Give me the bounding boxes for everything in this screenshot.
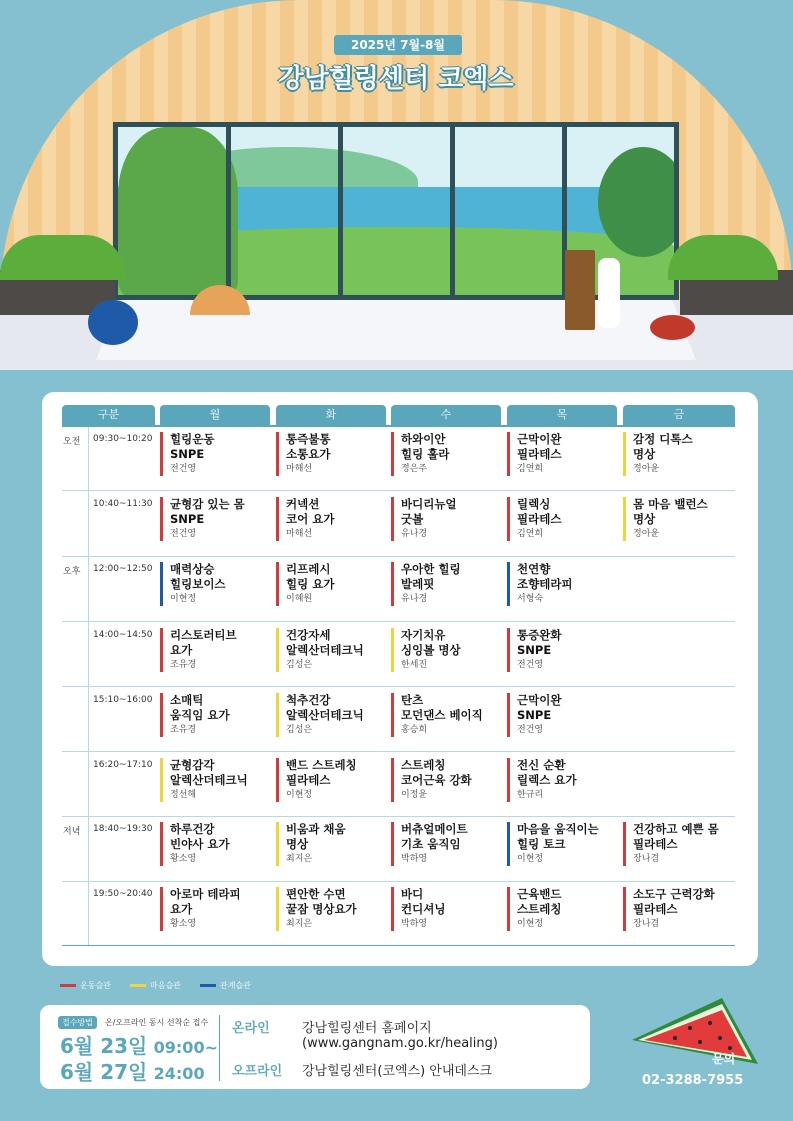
class-cell xyxy=(391,758,501,802)
class-title: 바디리뉴얼 xyxy=(401,497,457,511)
class-title: 통즉불통 xyxy=(286,432,331,446)
class-subtitle: 명상 xyxy=(633,512,656,526)
class-title: 릴렉싱 xyxy=(517,497,551,511)
class-subtitle: 릴렉스 요가 xyxy=(517,773,577,787)
class-cell xyxy=(623,497,733,541)
online-value: 강남힐링센터 홈페이지 xyxy=(302,1021,432,1036)
col-header-fri: 금 xyxy=(623,405,735,425)
class-subtitle: SNPE xyxy=(517,708,552,722)
class-title: 탄츠 xyxy=(401,693,424,707)
signup-badge: 접수방법 xyxy=(58,1016,97,1029)
class-subtitle: 꿀잠 명상요가 xyxy=(286,902,357,916)
plant-left xyxy=(0,235,125,280)
legend-relation xyxy=(200,980,251,991)
instructor-name: 박하영 xyxy=(401,919,428,929)
watermelon-icon xyxy=(630,998,760,1066)
instructor-name: 이현정 xyxy=(170,594,197,604)
class-subtitle: 힐링 훌라 xyxy=(401,447,450,461)
window-mullion xyxy=(338,127,343,295)
class-title: 근육밴드 xyxy=(517,887,562,901)
class-cell xyxy=(623,432,733,476)
class-cell xyxy=(391,628,501,672)
instructor-name: 정선해 xyxy=(170,790,197,800)
class-cell xyxy=(507,822,617,866)
class-title: 하와이안 xyxy=(401,432,446,446)
class-subtitle: 필라테스 xyxy=(517,512,562,526)
instructor-name: 전건영 xyxy=(517,725,544,735)
class-cell xyxy=(276,693,386,737)
class-cell xyxy=(160,822,270,866)
window-mullion xyxy=(226,127,231,295)
class-title: 몸 마음 밸런스 xyxy=(633,497,708,511)
col-header-thu: 목 xyxy=(507,405,617,425)
window-tree-right xyxy=(598,147,679,257)
class-title: 균형감 있는 몸 xyxy=(170,497,245,511)
class-title: 밴드 스트레칭 xyxy=(286,758,357,772)
class-title: 스트레칭 xyxy=(401,758,446,772)
table-bottom-rule xyxy=(62,945,735,946)
class-title: 편안한 수면 xyxy=(286,887,346,901)
class-subtitle: 컨디셔닝 xyxy=(401,902,446,916)
hero-illustration xyxy=(0,0,793,370)
class-subtitle: 기초 움직임 xyxy=(401,837,461,851)
offline-value: 강남힐링센터(코엑스) 안내데스크 xyxy=(302,1064,493,1079)
instructor-name: 정아윤 xyxy=(633,464,660,474)
legend-label: 마음습관 xyxy=(150,981,181,990)
class-cell xyxy=(507,693,617,737)
instructor-name: 박하영 xyxy=(401,854,428,864)
class-title: 커넥션 xyxy=(286,497,320,511)
window-mullion xyxy=(450,127,455,295)
class-title: 감정 디톡스 xyxy=(633,432,693,446)
instructor-name: 이현정 xyxy=(517,854,544,864)
class-title: 척추건강 xyxy=(286,693,331,707)
class-title: 전신 순환 xyxy=(517,758,566,772)
section-divider xyxy=(88,427,89,945)
time-slot: 14:00~14:50 xyxy=(93,630,153,640)
instructor-name: 김성은 xyxy=(286,725,313,735)
class-title: 바디 xyxy=(401,887,424,901)
class-title: 버츄얼메이트 xyxy=(401,822,468,836)
class-subtitle: 소통요가 xyxy=(286,447,331,461)
class-title: 힐링운동 xyxy=(170,432,215,446)
signup-note: 온/오프라인 동시 선착순 접수 xyxy=(105,1018,209,1027)
signup-end-time: 24:00 xyxy=(153,1064,205,1083)
row-divider xyxy=(62,686,735,687)
class-title: 근막이완 xyxy=(517,693,562,707)
class-subtitle: SNPE xyxy=(517,643,552,657)
instructor-name: 전건영 xyxy=(170,529,197,539)
row-divider xyxy=(62,490,735,491)
signup-start xyxy=(60,1030,218,1059)
signup-start-time: 09:00~ xyxy=(153,1038,218,1057)
sitting-person-illustration xyxy=(650,315,695,340)
instructor-name: 장나겸 xyxy=(633,854,660,864)
window-tree-left xyxy=(118,127,238,297)
class-subtitle: 힐링 토크 xyxy=(517,837,566,851)
class-cell xyxy=(507,432,617,476)
legend-label: 관계습관 xyxy=(220,981,251,990)
col-header-mon: 월 xyxy=(160,405,270,425)
class-title: 리프레시 xyxy=(286,562,331,576)
contact-phone[interactable]: 02-3288-7955 xyxy=(642,1073,744,1088)
time-slot: 19:50~20:40 xyxy=(93,889,153,899)
class-cell xyxy=(160,628,270,672)
instructor-name: 최지은 xyxy=(286,919,313,929)
signup-end xyxy=(60,1056,205,1085)
class-subtitle: 알렉산더테크닉 xyxy=(286,708,364,722)
class-cell xyxy=(276,497,386,541)
class-subtitle: 움직임 요가 xyxy=(170,708,230,722)
class-subtitle: 싱잉볼 명상 xyxy=(401,643,461,657)
instructor-name: 황소영 xyxy=(170,919,197,929)
instructor-name: 유나경 xyxy=(401,529,428,539)
instructor-name: 전건영 xyxy=(517,660,544,670)
class-cell xyxy=(507,562,617,606)
class-cell xyxy=(623,822,733,866)
class-title: 아로마 테라피 xyxy=(170,887,241,901)
legend-swatch xyxy=(200,984,216,987)
class-subtitle: 코어 요가 xyxy=(286,512,335,526)
class-subtitle: 발레핏 xyxy=(401,577,435,591)
instructor-name: 김성은 xyxy=(286,660,313,670)
instructor-name: 장나겸 xyxy=(633,919,660,929)
class-subtitle: 명상 xyxy=(633,447,656,461)
class-cell xyxy=(276,887,386,931)
legend-label: 운동습관 xyxy=(80,981,111,990)
class-title: 리스토러티브 xyxy=(170,628,237,642)
class-cell xyxy=(391,693,501,737)
class-title: 우아한 힐링 xyxy=(401,562,461,576)
info-divider xyxy=(219,1015,220,1081)
class-subtitle: SNPE xyxy=(170,512,205,526)
class-cell xyxy=(623,887,733,931)
class-cell xyxy=(276,822,386,866)
class-subtitle: 굿볼 xyxy=(401,512,424,526)
class-cell xyxy=(391,887,501,931)
class-cell xyxy=(507,628,617,672)
time-slot: 09:30~10:20 xyxy=(93,434,153,444)
row-divider xyxy=(62,621,735,622)
section-morning: 오전 xyxy=(63,437,81,447)
legend-swatch xyxy=(60,984,76,987)
class-subtitle: 힐링보이스 xyxy=(170,577,226,591)
class-cell xyxy=(160,432,270,476)
instructor-name: 정은주 xyxy=(401,464,428,474)
plant-right xyxy=(668,235,778,280)
instructor-name: 조유경 xyxy=(170,660,197,670)
instructor-name: 황소영 xyxy=(170,854,197,864)
class-title: 소매틱 xyxy=(170,693,204,707)
online-label: 온라인 xyxy=(232,1021,270,1036)
class-subtitle: 힐링 요가 xyxy=(286,577,335,591)
row-divider xyxy=(62,556,735,557)
easel-illustration xyxy=(565,250,595,330)
class-title: 자기치유 xyxy=(401,628,446,642)
class-cell xyxy=(391,562,501,606)
class-title: 매력상승 xyxy=(170,562,215,576)
class-cell xyxy=(276,758,386,802)
col-header-tue: 화 xyxy=(276,405,386,425)
instructor-name: 조유경 xyxy=(170,725,197,735)
row-divider xyxy=(62,816,735,817)
class-subtitle: 필라테스 xyxy=(286,773,331,787)
instructor-name: 김연희 xyxy=(517,464,544,474)
time-slot: 12:00~12:50 xyxy=(93,564,153,574)
online-url-link[interactable]: (www.gangnam.go.kr/healing) xyxy=(302,1036,498,1051)
class-title: 비움과 채움 xyxy=(286,822,346,836)
instructor-name: 서형숙 xyxy=(517,594,544,604)
instructor-name: 최지은 xyxy=(286,854,313,864)
signup-start-date: 6월 23일 xyxy=(60,1034,148,1058)
schedule-card xyxy=(42,392,758,966)
class-title: 균형감각 xyxy=(170,758,215,772)
class-title: 근막이완 xyxy=(517,432,562,446)
class-title: 마음을 움직이는 xyxy=(517,822,599,836)
instructor-name: 김연희 xyxy=(517,529,544,539)
class-cell xyxy=(276,432,386,476)
class-cell xyxy=(160,497,270,541)
class-subtitle: 필라테스 xyxy=(633,837,678,851)
instructor-name: 정아윤 xyxy=(633,529,660,539)
reading-person-illustration xyxy=(88,300,138,345)
class-subtitle: 모던댄스 베이직 xyxy=(401,708,483,722)
page-title: 강남힐링센터 코엑스 xyxy=(278,64,514,94)
class-cell xyxy=(507,758,617,802)
class-cell xyxy=(391,497,501,541)
class-title: 건강하고 예쁜 몸 xyxy=(633,822,719,836)
class-subtitle: 알렉산더테크닉 xyxy=(286,643,364,657)
class-title: 통증완화 xyxy=(517,628,562,642)
class-cell xyxy=(160,887,270,931)
instructor-name: 이혜원 xyxy=(286,594,313,604)
signup-end-date: 6월 27일 xyxy=(60,1060,148,1084)
class-subtitle: SNPE xyxy=(170,447,205,461)
instructor-name: 한규리 xyxy=(517,790,544,800)
legend-mind xyxy=(130,980,181,991)
contact-label: 문의 xyxy=(712,1052,736,1066)
class-cell xyxy=(276,562,386,606)
class-subtitle: 필라테스 xyxy=(517,447,562,461)
time-slot: 16:20~17:10 xyxy=(93,760,153,770)
row-divider xyxy=(62,751,735,752)
class-cell xyxy=(160,758,270,802)
instructor-name: 이현정 xyxy=(517,919,544,929)
instructor-name: 마해선 xyxy=(286,529,313,539)
time-slot: 10:40~11:30 xyxy=(93,499,153,509)
class-title: 하루건강 xyxy=(170,822,215,836)
class-subtitle: 필라테스 xyxy=(633,902,678,916)
class-subtitle: 요가 xyxy=(170,643,193,657)
section-evening: 저녁 xyxy=(63,827,81,837)
legend-exercise xyxy=(60,980,111,991)
instructor-name: 한세진 xyxy=(401,660,428,670)
instructor-name: 이정윤 xyxy=(401,790,428,800)
class-subtitle: 코어근육 강화 xyxy=(401,773,472,787)
class-cell xyxy=(507,497,617,541)
legend-swatch xyxy=(130,984,146,987)
time-slot: 18:40~19:30 xyxy=(93,824,153,834)
row-divider xyxy=(62,881,735,882)
class-subtitle: 조향테라피 xyxy=(517,577,573,591)
class-title: 천연향 xyxy=(517,562,551,576)
instructor-name: 홍승희 xyxy=(401,725,428,735)
class-subtitle: 명상 xyxy=(286,837,309,851)
class-cell xyxy=(391,432,501,476)
period-badge: 2025년 7월-8월 xyxy=(334,35,462,55)
painting-person-illustration xyxy=(598,258,620,328)
col-header-category: 구분 xyxy=(62,405,155,425)
class-cell xyxy=(160,693,270,737)
class-subtitle: 스트레칭 xyxy=(517,902,562,916)
class-cell xyxy=(391,822,501,866)
instructor-name: 유나경 xyxy=(401,594,428,604)
class-subtitle: 빈야사 요가 xyxy=(170,837,230,851)
class-cell xyxy=(276,628,386,672)
instructor-name: 마해선 xyxy=(286,464,313,474)
instructor-name: 이현정 xyxy=(286,790,313,800)
col-header-wed: 수 xyxy=(391,405,501,425)
class-subtitle: 알렉산더테크닉 xyxy=(170,773,248,787)
time-slot: 15:10~16:00 xyxy=(93,695,153,705)
class-title: 소도구 근력강화 xyxy=(633,887,715,901)
class-cell xyxy=(507,887,617,931)
class-title: 건강자세 xyxy=(286,628,331,642)
section-afternoon: 오후 xyxy=(63,567,81,577)
class-subtitle: 요가 xyxy=(170,902,193,916)
instructor-name: 전건영 xyxy=(170,464,197,474)
header-rule xyxy=(62,425,735,427)
class-cell xyxy=(160,562,270,606)
offline-label: 오프라인 xyxy=(232,1064,283,1079)
